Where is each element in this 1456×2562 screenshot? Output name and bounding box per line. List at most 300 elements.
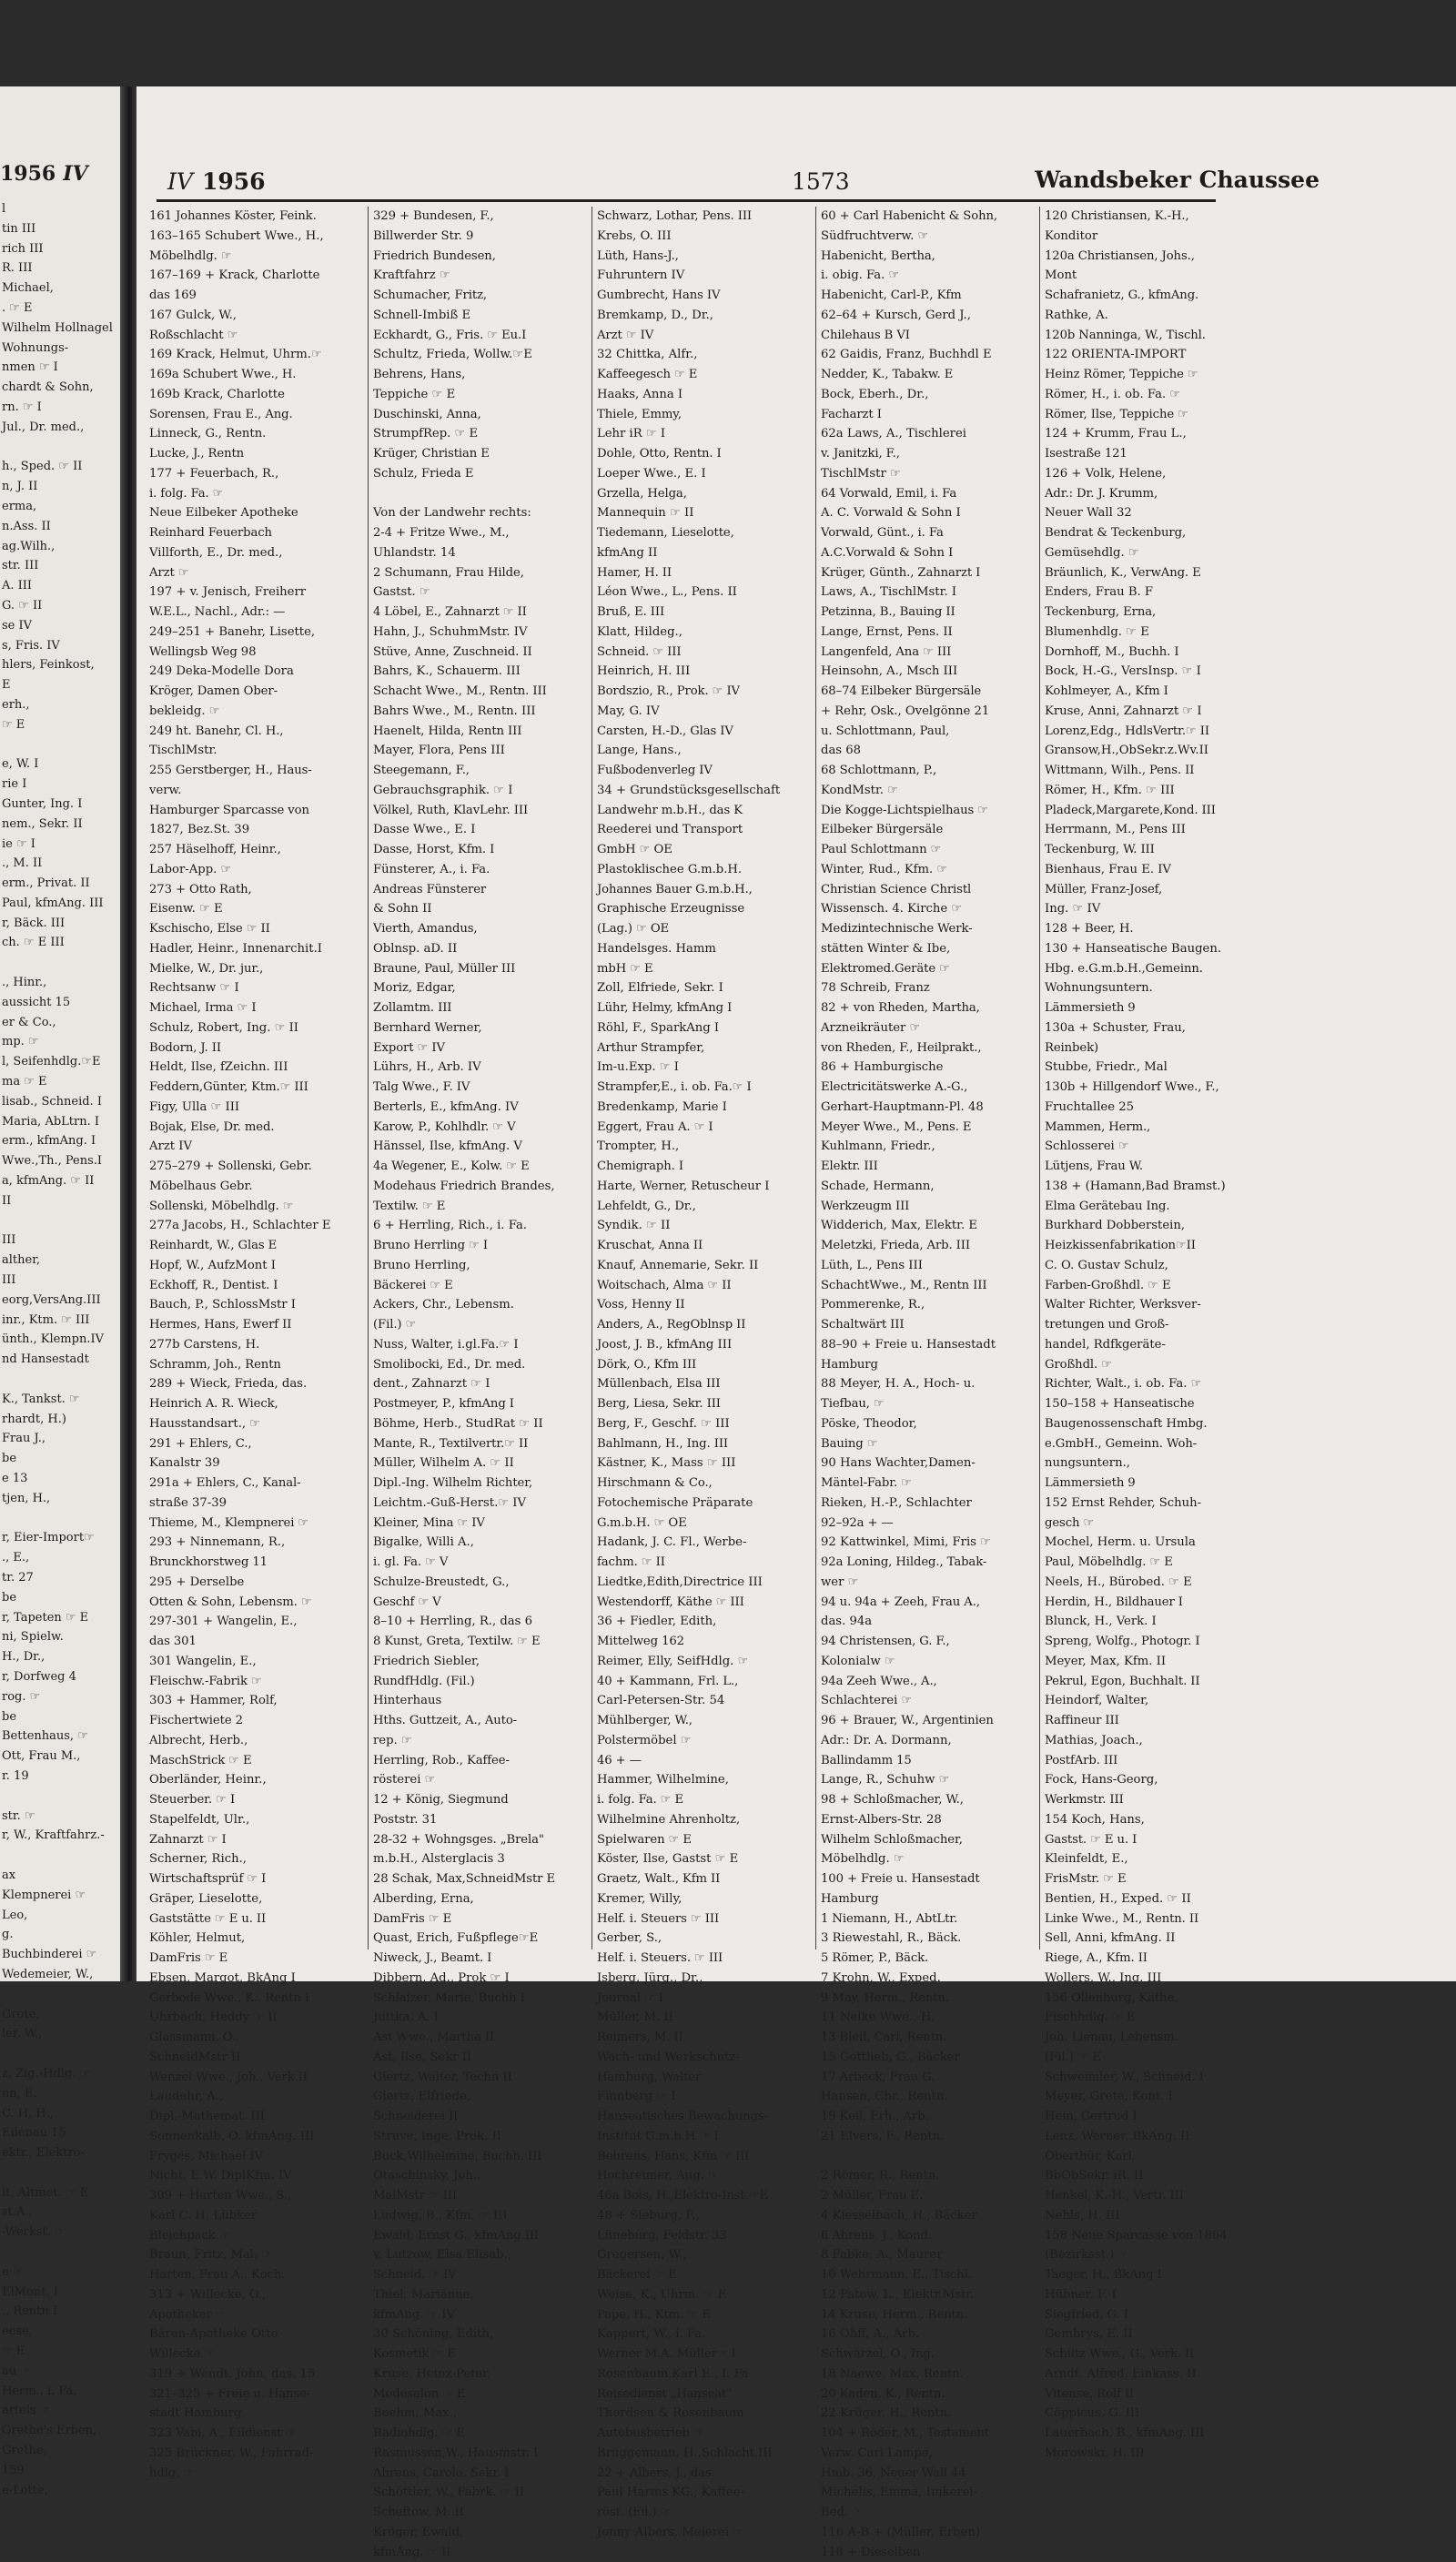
directory-entry-line: Haenelt, Hilda, Rentn III <box>373 722 590 742</box>
directory-entry-line: 249 ht. Banehr, Cl. H., <box>149 722 366 742</box>
directory-entry-line: FrisMstr. ☞ E <box>1045 1869 1261 1889</box>
directory-entry-line: 2 Schumann, Frau Hilde, <box>373 563 590 583</box>
directory-entry-line: Arzneikräuter ☞ <box>821 1018 1037 1038</box>
directory-entry-line: Richter, Walt., i. ob. Fa. ☞ <box>1045 1374 1261 1394</box>
directory-entry-line: i. folg. Fa. ☞ E <box>597 1790 814 1810</box>
directory-entry-line: 8 Fabke, A., Maurer <box>821 2245 1037 2265</box>
directory-entry-line: Bredenkamp, Marie I <box>597 1098 814 1118</box>
directory-entry-line: 12 Patow, L., Elektr.Mstr. <box>821 2285 1037 2305</box>
directory-entry-line: Widderich, Max, Elektr. E <box>821 1216 1037 1236</box>
directory-entry-line: Export ☞ IV <box>373 1038 590 1058</box>
directory-entry-line: Berg, F., Geschf. ☞ III <box>597 1414 814 1434</box>
directory-entry-line: u. Schlottmann, Paul, <box>821 722 1037 742</box>
directory-entry-line: Laudehr, A., <box>149 2087 366 2107</box>
directory-entry-line: Autobusbetrieb ☞ <box>597 2424 814 2444</box>
directory-entry-line: Mante, R., Textilvertr.☞ II <box>373 1434 590 1454</box>
directory-entry-line: 249–251 + Banehr, Lisette, <box>149 623 366 643</box>
directory-entry-line: Tiefbau, ☞ <box>821 1394 1037 1414</box>
directory-entry-line: Neels, H., Bürobed. ☞ E <box>1045 1573 1261 1593</box>
directory-entry-line: 94 Christensen, G. F., <box>821 1632 1037 1652</box>
directory-entry-line: Otten & Sohn, Lebensm. ☞ <box>149 1593 366 1613</box>
directory-entry-line: Pöske, Theodor, <box>821 1414 1037 1434</box>
directory-entry-line: Schaltwärt III <box>821 1315 1037 1335</box>
directory-entry-line: 68 Schlottmann, P., <box>821 761 1037 781</box>
directory-entry-line: Ludwig, B., Kfm. ☞ III <box>373 2206 590 2226</box>
left-page-entry-fragment: z, Zig.-Hdlg. ☞ <box>2 2064 118 2084</box>
directory-entry-line: Bäckerei ☞ E <box>597 2265 814 2285</box>
directory-entry-line: Hochreimer, Aug. ☞ <box>597 2166 814 2186</box>
directory-entry-line: 92–92a + — <box>821 1514 1037 1534</box>
directory-entry-line: 4 Löbel, E., Zahnarzt ☞ II <box>373 603 590 623</box>
directory-entry-line: 120b Nanninga, W., Tischl. <box>1045 326 1261 346</box>
directory-entry-line: Zoll, Elfriede, Sekr. I <box>597 978 814 998</box>
directory-entry-line: Schumacher, Fritz, <box>373 286 590 306</box>
directory-entry-line: Römer, H., i. ob. Fa. ☞ <box>1045 385 1261 405</box>
left-page-entry-fragment <box>2 2044 118 2064</box>
directory-entry-line: 92a Loning, Hildeg., Tabak- <box>821 1553 1037 1573</box>
directory-column-3 <box>597 207 814 2543</box>
directory-entry-line: Willecke ☞ <box>149 2344 366 2365</box>
left-page-entry-fragment: tr. 27 <box>2 1568 118 1588</box>
directory-entry-line: 255 Gerstberger, H., Haus- <box>149 761 366 781</box>
left-page-entry-fragment: C. H. H., <box>2 2104 118 2124</box>
directory-entry-line: Dornhoff, M., Buchh. I <box>1045 643 1261 663</box>
directory-entry-line: 319 + Wendt, John, das. 15 <box>149 2365 366 2385</box>
directory-entry-line: 169 Krack, Helmut, Uhrm.☞ <box>149 345 366 365</box>
directory-entry-line: Reinhardt, W., Glas E <box>149 1236 366 1256</box>
directory-entry-line: Struve, Inge, Prok. II <box>373 2127 590 2147</box>
left-page-entry-fragment: ☞ E <box>2 2342 118 2362</box>
directory-entry-line: Habenicht, Bertha, <box>821 247 1037 267</box>
directory-entry-line: 116 A-B + (Müller, Erben) <box>821 2523 1037 2543</box>
directory-entry-line: Ast Wwe., Martha II <box>373 2028 590 2048</box>
left-page-entry-fragment: se IV <box>2 616 118 636</box>
left-page-entry-fragment: ma ☞ E <box>2 1072 118 1092</box>
directory-entry-line: 34 + Grundstücksgesellschaft <box>597 781 814 801</box>
directory-entry-line: Herrmann, M., Pens III <box>1045 820 1261 840</box>
directory-entry-line: Ing. ☞ IV <box>1045 899 1261 919</box>
directory-entry-line: 257 Häselhoff, Heinr., <box>149 840 366 860</box>
directory-entry-line: Plastoklischee G.m.b.H. <box>597 860 814 880</box>
left-page-entry-fragment: ., E., <box>2 1548 118 1568</box>
directory-entry-line: kfmAng. ☞ II <box>373 2543 590 2562</box>
directory-entry-line: Schultz, Frieda, Wollw.☞E <box>373 345 590 365</box>
column-divider <box>368 207 369 1949</box>
left-page-entry-fragment: rhardt, H.) <box>2 1410 118 1430</box>
directory-entry-line: Gastst. ☞ <box>373 582 590 603</box>
directory-entry-line: Leichtm.-Guß-Herst.☞ IV <box>373 1494 590 1514</box>
directory-entry-line: Kremer, Willy, <box>597 1889 814 1909</box>
directory-entry-line: Lange, Ernst, Pens. II <box>821 623 1037 643</box>
directory-entry-line: Elma Gerätebau Ing. <box>1045 1197 1261 1217</box>
directory-entry-line: Bauing ☞ <box>821 1434 1037 1454</box>
left-page-entry-fragment: e ☞ <box>2 2263 118 2283</box>
directory-entry-line: Wach- und Werkschutz- <box>597 2048 814 2068</box>
left-page-entry-fragment: ektr., Elektro- <box>2 2143 118 2163</box>
directory-entry-line: Loeper Wwe., E. I <box>597 464 814 484</box>
directory-entry-line: Paul, Möbelhdlg. ☞ E <box>1045 1553 1261 1573</box>
directory-entry-line: Isberg, Jürg., Dr., <box>597 1969 814 1989</box>
left-page-entry-fragment: r. 19 <box>2 1767 118 1787</box>
directory-entry-line: Spreng, Wolfg., Photogr. I <box>1045 1632 1261 1652</box>
directory-entry-line: Bäckerei ☞ E <box>373 1276 590 1296</box>
left-page-entry-fragment: rog. ☞ <box>2 1687 118 1707</box>
directory-entry-line: Gemüsehdlg. ☞ <box>1045 543 1261 563</box>
directory-entry-line: Heindorf, Walter, <box>1045 1691 1261 1711</box>
directory-entry-line: 130 + Hanseatische Baugen. <box>1045 939 1261 959</box>
left-page-entry-fragment: be <box>2 1449 118 1469</box>
left-page-entry-fragment: aussicht 15 <box>2 993 118 1013</box>
directory-entry-line: von Rheden, F., Heilprakt., <box>821 1038 1037 1058</box>
directory-entry-line: Dipl.-Mathemat. III <box>149 2107 366 2127</box>
directory-entry-line: Rasmussen,W., Hausmstr. I <box>373 2444 590 2464</box>
directory-entry-line: Dibbern, Ad., Prok ☞ I <box>373 1969 590 1989</box>
left-page-entry-fragment: e 13 <box>2 1469 118 1489</box>
directory-entry-line: Lüth, L., Pens III <box>821 1256 1037 1276</box>
directory-entry-line: Carl-Petersen-Str. 54 <box>597 1691 814 1711</box>
directory-entry-line: rösterei ☞ <box>373 1770 590 1790</box>
directory-entry-line: Teckenburg, W. III <box>1045 840 1261 860</box>
directory-entry-line: Schramm, Joh., Rentn <box>149 1355 366 1375</box>
directory-entry-line: Arzt ☞ IV <box>597 326 814 346</box>
directory-entry-line: PostfArb. III <box>1045 1751 1261 1771</box>
left-page-entry-fragment <box>2 735 118 755</box>
directory-entry-line: Möbelhaus Gebr. <box>149 1177 366 1197</box>
directory-entry-line: Hadank, J. C. Fl., Werbe- <box>597 1533 814 1553</box>
directory-entry-line: DamFris ☞ E <box>149 1949 366 1969</box>
directory-entry-line: Taeger, H., BkAng I <box>1045 2265 1261 2285</box>
directory-entry-line: Hausstandsart., ☞ <box>149 1414 366 1434</box>
directory-entry-line: Südfruchtverw. ☞ <box>821 227 1037 247</box>
directory-entry-line: Pape, H., Ktm. ☞ E <box>597 2305 814 2325</box>
directory-entry-line: Cöppicus, G. III <box>1045 2404 1261 2424</box>
directory-entry-line: Uhrbach, Heddy ☞ II <box>149 2008 366 2028</box>
directory-entry-line: Rosenbaum,Karl E., I. Fa <box>597 2365 814 2385</box>
left-page-entry-fragment: H., Dr., <box>2 1647 118 1667</box>
directory-entry-line: 12 + König, Siegmund <box>373 1790 590 1810</box>
directory-entry-line: Bodorn, J. II <box>149 1038 366 1058</box>
left-page-entry-fragment: it, Altmet. ☞ E <box>2 2183 118 2203</box>
directory-entry-line: Ballindamm 15 <box>821 1751 1037 1771</box>
left-page-entry-fragment: hlers, Feinkost, <box>2 655 118 675</box>
directory-entry-line: Thiel, Marianne, <box>373 2285 590 2305</box>
directory-entry-line: 21 Elvers, F., Rentn. <box>821 2127 1037 2147</box>
directory-entry-line: Gräper, Lieselotte, <box>149 1889 366 1909</box>
directory-entry-line: Müllenbach, Elsa III <box>597 1374 814 1394</box>
directory-entry-line: Schafranietz, G., kfmAng. <box>1045 286 1261 306</box>
directory-entry-line: Eisenw. ☞ E <box>149 899 366 919</box>
directory-entry-line: stätten Winter & Ibe, <box>821 939 1037 959</box>
left-page-entry-fragment: r, W., Kraftfahrz.- <box>2 1826 118 1846</box>
directory-entry-line: Oberländer, Heinr., <box>149 1770 366 1790</box>
directory-entry-line: Berterls, E., kfmAng. IV <box>373 1098 590 1118</box>
directory-entry-line: Gregersen, W., <box>597 2245 814 2265</box>
directory-entry-line: Scherner, Rich., <box>149 1849 366 1869</box>
directory-entry-line: Facharzt I <box>821 405 1037 425</box>
left-page-entries <box>2 199 118 2500</box>
directory-entry-line: (Lag.) ☞ OE <box>597 919 814 939</box>
left-page-entry-fragment: g. <box>2 1925 118 1945</box>
directory-entry-line: röst. (Fil.) ☞ <box>597 2503 814 2523</box>
directory-entry-line: Bentien, H., Exped. ☞ II <box>1045 1889 1261 1909</box>
directory-entry-line: Schöttler, W., Fabrk. ☞ II <box>373 2483 590 2503</box>
directory-entry-line: Vitense, Rolf II <box>1045 2385 1261 2405</box>
directory-entry-line: Gembrys, E. II <box>1045 2324 1261 2344</box>
directory-entry-line: Spielwaren ☞ E <box>597 1830 814 1850</box>
directory-entry-line: Reinbek) <box>1045 1038 1261 1058</box>
directory-entry-line: Grzella, Helga, <box>597 484 814 504</box>
left-page-entry-fragment: ., Rentn I <box>2 2302 118 2322</box>
directory-entry-line: Schweimler, W., Schneid. I <box>1045 2068 1261 2088</box>
left-page-entry-fragment: Maria, AbLtrn. I <box>2 1112 118 1132</box>
directory-entry-line: Möbelhdlg. ☞ <box>821 1849 1037 1869</box>
directory-entry-line: BbObSekr. iR. II <box>1045 2166 1261 2186</box>
directory-entry-line: 4a Wegener, E., Kolw. ☞ E <box>373 1157 590 1177</box>
directory-entry-line: 78 Schreib, Franz <box>821 978 1037 998</box>
left-page-entry-fragment: tjen, H., <box>2 1489 118 1509</box>
directory-entry-line: Fruchtallee 25 <box>1045 1098 1261 1118</box>
directory-entry-line: Dipl.-Ing. Wilhelm Richter, <box>373 1473 590 1494</box>
directory-entry-line: Brunckhorstweg 11 <box>149 1553 366 1573</box>
directory-entry-line: Gerhart-Hauptmann-Pl. 48 <box>821 1098 1037 1118</box>
directory-entry-line: Quast, Erich, Fußpflege☞E <box>373 1929 590 1949</box>
directory-entry-line: Jonny Albers, Meierei ☞ <box>597 2523 814 2543</box>
left-page-entry-fragment: Michael, <box>2 278 118 299</box>
directory-entry-line: Gaststätte ☞ E u. II <box>149 1909 366 1929</box>
left-page-entry-fragment: r, Dorfweg 4 <box>2 1667 118 1687</box>
left-page-entry-fragment: e, W. I <box>2 754 118 775</box>
directory-entry-line: Polstermöbel ☞ <box>597 1731 814 1751</box>
directory-entry-line: Johannes Bauer G.m.b.H., <box>597 880 814 900</box>
directory-entry-line: Lenz, Werner, BkAng. II <box>1045 2127 1261 2147</box>
directory-entry-line: Bruno Herrling, <box>373 1256 590 1276</box>
directory-entry-line: Niweck, J., Beamt. I <box>373 1949 590 1969</box>
directory-entry-line: Enders, Frau B. F <box>1045 582 1261 603</box>
directory-entry-line: Köster, Ilse, Gastst ☞ E <box>597 1849 814 1869</box>
directory-entry-line: 13 Bleil, Carl, Rentn. <box>821 2028 1037 2048</box>
directory-entry-line: Chemigraph. I <box>597 1157 814 1177</box>
directory-entry-line: Kröger, Damen Ober- <box>149 682 366 702</box>
directory-entry-line: 297-301 + Wangelin, E., <box>149 1612 366 1632</box>
directory-entry-line: Mayer, Flora, Pens III <box>373 741 590 761</box>
directory-entry-line: Kruse, Anni, Zahnarzt ☞ I <box>1045 702 1261 722</box>
left-page-entry-fragment: str. ☞ <box>2 1807 118 1827</box>
directory-entry-line: Kleiner, Mina ☞ IV <box>373 1514 590 1534</box>
directory-entry-line: Schacht Wwe., M., Rentn. III <box>373 682 590 702</box>
directory-entry-line: Schneid. ☞ IV <box>373 2265 590 2285</box>
directory-entry-line: Zahnarzt ☞ I <box>149 1830 366 1850</box>
left-page-entry-fragment <box>2 1787 118 1807</box>
directory-entry-line: Kröger, Ewald, <box>373 2523 590 2543</box>
left-page-entry-fragment: Grethe, <box>2 2441 118 2461</box>
directory-entry-line: Heldt, Ilse, fZeichn. III <box>149 1058 366 1078</box>
directory-entry-line: 275–279 + Sollenski, Gebr. <box>149 1157 366 1177</box>
directory-entry-line: Feddern,Günter, Ktm.☞ III <box>149 1078 366 1098</box>
directory-entry-line: 120 Christiansen, K.-H., <box>1045 207 1261 227</box>
directory-entry-line: Behrens, Hans, Kfm ☞ III <box>597 2147 814 2167</box>
directory-entry-line: Bruno Herrling ☞ I <box>373 1236 590 1256</box>
directory-entry-line: 321–325 + Freie u. Hanse- <box>149 2385 366 2405</box>
directory-entry-line: Modehaus Friedrich Brandes, <box>373 1177 590 1197</box>
directory-entry-line: Verw. Carl Lampe, <box>821 2444 1037 2464</box>
left-page-entry-fragment: III <box>2 1230 118 1251</box>
directory-entry-line: Joh. Lienau, Lebensm. <box>1045 2028 1261 2048</box>
directory-entry-line: Electricitätswerke A.-G., <box>821 1078 1037 1098</box>
directory-entry-line: Villforth, E., Dr. med., <box>149 543 366 563</box>
directory-entry-line: 96 + Brauer, W., Argentinien <box>821 1711 1037 1731</box>
directory-entry-line: kfmAng. ☞ IV <box>373 2305 590 2325</box>
directory-entry-line: 15 Gottlieb, G., Bäcker <box>821 2048 1037 2068</box>
directory-entry-line: Herrling, Rob., Kaffee- <box>373 1751 590 1771</box>
directory-entry-line: Arthur Strampfer, <box>597 1038 814 1058</box>
directory-entry-line: Bienhaus, Frau E. IV <box>1045 860 1261 880</box>
directory-entry-line: Arzt ☞ <box>149 563 366 583</box>
directory-entry-line: Kschischo, Else ☞ II <box>149 919 366 939</box>
directory-entry-line: Walter Richter, Werksver- <box>1045 1295 1261 1315</box>
directory-entry-line: Vorwald, Günt., i. Fa <box>821 523 1037 543</box>
directory-entry-line: 40 + Kammann, Frl. L., <box>597 1672 814 1692</box>
left-page-entry-fragment: Herm., i. Fa. <box>2 2382 118 2402</box>
directory-entry-line: Zollamtm. III <box>373 998 590 1018</box>
directory-entry-line: Schulze-Breustedt, G., <box>373 1573 590 1593</box>
directory-entry-line: Mielke, W., Dr. jur., <box>149 959 366 979</box>
directory-column-4 <box>821 207 1037 2562</box>
directory-entry-line: Heinrich A. R. Wieck, <box>149 1394 366 1414</box>
directory-entry-line: 161 Johannes Köster, Feink. <box>149 207 366 227</box>
directory-entry-line: Textilw. ☞ E <box>373 1197 590 1217</box>
directory-entry-line: v. Janitzki, F., <box>821 444 1037 464</box>
directory-entry-line: Pladeck,Margarete,Kond. III <box>1045 801 1261 821</box>
directory-entry-line: Otaschinsky, Joh., <box>373 2166 590 2186</box>
directory-entry-line: Henkel, K.-H., Vertr. III <box>1045 2186 1261 2206</box>
directory-entry-line: Berg, Liesa, Sekr. III <box>597 1394 814 1414</box>
directory-entry-line: Hahn, J., SchuhmMstr. IV <box>373 623 590 643</box>
left-page-entry-fragment: tin III <box>2 219 118 239</box>
directory-entry-line: Michael, Irma ☞ I <box>149 998 366 1018</box>
directory-entry-line: Hänssel, Ilse, kfmAng. V <box>373 1137 590 1157</box>
directory-entry-line: Hopf, W., AufzMont I <box>149 1256 366 1276</box>
directory-entry-line: Mühlberger, W., <box>597 1711 814 1731</box>
directory-entry-line: Hanseatisches Bewachungs- <box>597 2107 814 2127</box>
directory-entry-line: Herdin, H., Bildhauer I <box>1045 1593 1261 1613</box>
directory-entry-line: Bojak, Else, Dr. med. <box>149 1118 366 1138</box>
directory-entry-line: Postmeyer, P., kfmAng I <box>373 1394 590 1414</box>
directory-entry-line: Bock, H.-G., VersInsp. ☞ I <box>1045 662 1261 682</box>
directory-entry-line: Teppiche ☞ E <box>373 385 590 405</box>
directory-entry-line: Albrecht, Herb., <box>149 1731 366 1751</box>
directory-entry-line: Die Kogge-Lichtspielhaus ☞ <box>821 801 1037 821</box>
directory-entry-line: Anders, A., RegOblnsp II <box>597 1315 814 1335</box>
directory-entry-line: 62a Laws, A., Tischlerei <box>821 424 1037 444</box>
directory-entry-line: Nicht, E.W. DiplKfm. IV <box>149 2166 366 2186</box>
left-page-entry-fragment: l, Seifenhdlg.☞E <box>2 1052 118 1072</box>
directory-entry-line: Heinz Römer, Teppiche ☞ <box>1045 365 1261 385</box>
directory-entry-line: Poststr. 31 <box>373 1810 590 1830</box>
directory-entry-line: Winter, Rud., Kfm. ☞ <box>821 860 1037 880</box>
left-page-entry-fragment: s, Fris. IV <box>2 636 118 656</box>
directory-entry-line: Linneck, G., Rentn. <box>149 424 366 444</box>
directory-entry-line: 46 + — <box>597 1751 814 1771</box>
directory-entry-line: 64 Vorwald, Emil, i. Fa <box>821 484 1037 504</box>
left-page-entry-fragment: ☞ E <box>2 715 118 735</box>
directory-entry-line: Rieken, H.-P., Schlachter <box>821 1494 1037 1514</box>
directory-entry-line: Finnberg ☞ I <box>597 2087 814 2107</box>
directory-entry-line: 150–158 + Hanseatische <box>1045 1394 1261 1414</box>
left-page-entry-fragment: n.Ass. II <box>2 517 118 537</box>
directory-entry-line: Morowski, H. III <box>1045 2444 1261 2464</box>
directory-entry-line: Bremkamp, D., Dr., <box>597 306 814 326</box>
directory-entry-line: Heinsohn, A., Msch III <box>821 662 1037 682</box>
directory-entry-line: 1 Niemann, H., AbtLtr. <box>821 1909 1037 1929</box>
directory-entry-line: W.E.L., Nachl., Adr.: — <box>149 603 366 623</box>
directory-entry-line: Klatt, Hildeg., <box>597 623 814 643</box>
directory-entry-line: Von der Landwehr rechts: <box>373 503 590 523</box>
directory-entry-line: Giertz, Walter, Techn II <box>373 2068 590 2088</box>
directory-entry-line: Gerber, S., <box>597 1929 814 1949</box>
directory-entry-line: hdlg. ☞ <box>149 2464 366 2484</box>
directory-entry-line: Medizintechnische Werk- <box>821 919 1037 939</box>
directory-entry-line: G.m.b.H. ☞ OE <box>597 1514 814 1534</box>
directory-entry-line: Schwärzel, O., Ing. <box>821 2344 1037 2365</box>
directory-entry-line: 98 + Schloßmacher, W., <box>821 1790 1037 1810</box>
directory-entry-line: Buck,Wilhelmine, Buchh. III <box>373 2147 590 2167</box>
column-divider <box>1039 207 1040 1949</box>
directory-entry-line: 7 Krohn, W., Exped. <box>821 1969 1037 1989</box>
left-page-entry-fragment: Buchbinderei ☞ <box>2 1945 118 1965</box>
left-page-entry-fragment: n, J. II <box>2 477 118 497</box>
directory-entry-line: 90 Hans Wachter,Damen- <box>821 1453 1037 1473</box>
left-page-entry-fragment <box>2 1846 118 1866</box>
left-page-entry-fragment: Grote, <box>2 2005 118 2025</box>
directory-entry-line: Ebsen, Margot, BkAng I <box>149 1969 366 1989</box>
directory-entry-line: Braune, Paul, Müller III <box>373 959 590 979</box>
directory-entry-line: 277a Jacobs, H., Schlachter E <box>149 1216 366 1236</box>
directory-entry-line: Fleischw.-Fabrik ☞ <box>149 1672 366 1692</box>
directory-entry-line: Riege, A., Kfm. II <box>1045 1949 1261 1969</box>
directory-entry-line: 124 + Krumm, Frau L., <box>1045 424 1261 444</box>
directory-entry-line: Weise, K., Uhrm. ☞ E <box>597 2285 814 2305</box>
directory-entry-line: Werkmstr. III <box>1045 1790 1261 1810</box>
directory-entry-line: das. 94a <box>821 1612 1037 1632</box>
directory-entry-line: 3 Riewestahl, R., Bäck. <box>821 1929 1037 1949</box>
directory-entry-line: Paul Harms KG., Kaffee- <box>597 2483 814 2503</box>
directory-entry-line: Syndik. ☞ II <box>597 1216 814 1236</box>
directory-entry-line: das 169 <box>149 286 366 306</box>
directory-entry-line: 100 + Freie u. Hansestadt <box>821 1869 1037 1889</box>
directory-entry-line: Bleichpack ☞ <box>149 2226 366 2246</box>
left-page-entry-fragment: a, kfmAng. ☞ II <box>2 1171 118 1191</box>
directory-entry-line: Fischertwiete 2 <box>149 1711 366 1731</box>
directory-entry-line: Bendrat & Teckenburg, <box>1045 523 1261 543</box>
directory-entry-line: Kohlmeyer, A., Kfm I <box>1045 682 1261 702</box>
directory-entry-line: Langenfeld, Ana ☞ III <box>821 643 1037 663</box>
directory-entry-line: MalMstr ☞ III <box>373 2186 590 2206</box>
directory-entry-line: Behrens, Hans, <box>373 365 590 385</box>
directory-entry-line: Gebrauchsgraphik. ☞ I <box>373 781 590 801</box>
directory-page <box>136 86 1456 1981</box>
street-name: Wandsbeker Chaussee <box>1035 167 1320 193</box>
book-gutter <box>120 86 136 1981</box>
directory-entry-line: 22 Krüger, H., Rentn. <box>821 2404 1037 2424</box>
directory-entry-line: Schwarz, Lothar, Pens. III <box>597 207 814 227</box>
directory-entry-line: 177 + Feuerbach, R., <box>149 464 366 484</box>
directory-entry-line: Graetz, Walt., Kfm II <box>597 1869 814 1889</box>
directory-entry-line: Hamburger Sparcasse von <box>149 801 366 821</box>
directory-entry-line: 9 May, Herm., Rentn. <box>821 1989 1037 2009</box>
directory-entry-line: Meletzki, Frieda, Arb. III <box>821 1236 1037 1256</box>
directory-entry-line: Hinterhaus <box>373 1691 590 1711</box>
directory-entry-line: Rechtsanw ☞ I <box>149 978 366 998</box>
